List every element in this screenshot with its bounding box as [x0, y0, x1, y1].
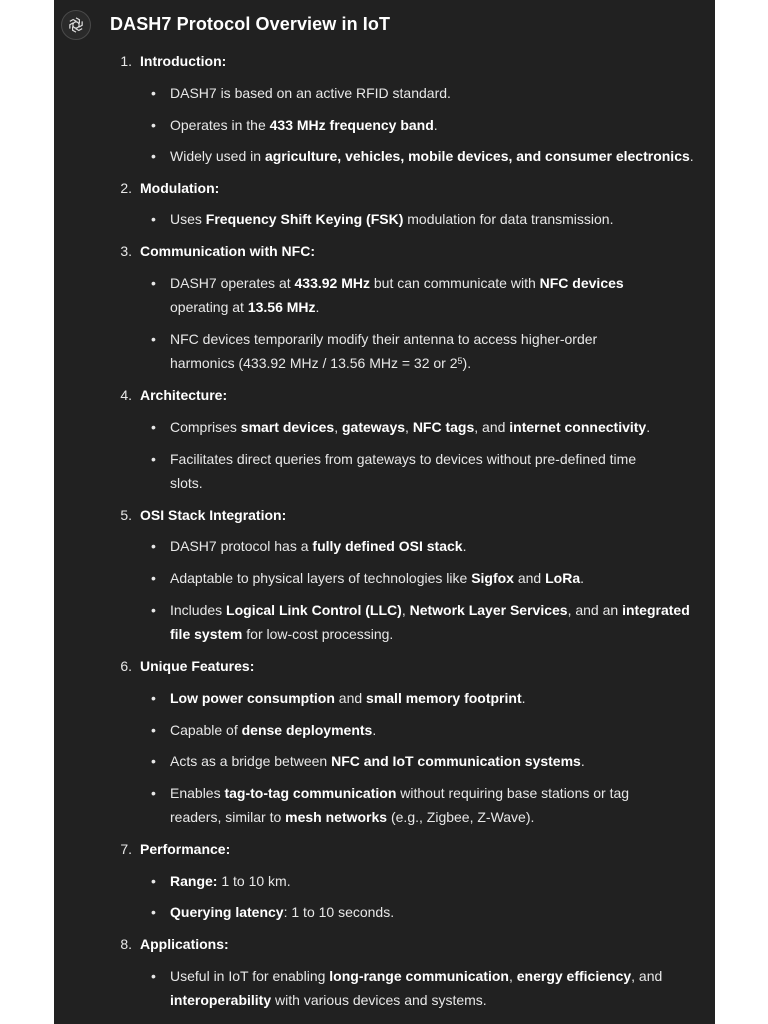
- text-run: .: [580, 753, 585, 769]
- bold-text: file system: [170, 626, 243, 642]
- text-run: .: [462, 538, 467, 554]
- text-run: Acts as a bridge between: [170, 753, 332, 769]
- bold-text: mesh networks: [285, 809, 388, 825]
- text-run: for low-cost processing.: [242, 626, 394, 642]
- section-title: Communication with NFC:: [140, 243, 315, 259]
- bold-text: internet connectivity: [509, 419, 647, 435]
- bullet-item: [170, 686, 526, 710]
- text-run: 1 to 10 km.: [217, 873, 291, 889]
- bullet-marker: •: [151, 722, 156, 738]
- bullet-marker: •: [151, 275, 156, 291]
- assistant-avatar: [61, 10, 91, 40]
- text-run: , and an: [567, 602, 623, 618]
- bold-text: tag-to-tag communication: [224, 785, 397, 801]
- text-run: : 1 to 10 seconds.: [283, 904, 395, 920]
- bold-text: gateways: [341, 419, 406, 435]
- bullet-marker: •: [151, 538, 156, 554]
- bold-text: smart devices: [240, 419, 335, 435]
- text-run: and: [334, 690, 367, 706]
- section-title: Performance:: [140, 841, 231, 857]
- text-run: modulation for data transmission.: [403, 211, 614, 227]
- text-run: Useful in IoT for enabling: [170, 968, 330, 984]
- bullet-marker: •: [151, 570, 156, 586]
- text-run: operating at: [170, 299, 248, 315]
- text-run: .: [689, 148, 694, 164]
- bullet-item: [170, 900, 394, 924]
- bullet-item: [170, 566, 584, 590]
- text-run: ,: [401, 602, 410, 618]
- bullet-item: [170, 271, 624, 319]
- chat-message-panel: [54, 0, 715, 1024]
- bold-text: small memory footprint: [366, 690, 522, 706]
- text-run: ).: [462, 355, 472, 371]
- bullet-item: [170, 749, 585, 773]
- openai-logo-icon: [67, 16, 85, 34]
- text-run: Comprises: [170, 419, 241, 435]
- bold-text: LoRa: [545, 570, 581, 586]
- section-number: 5.: [120, 507, 132, 523]
- text-run: Adaptable to physical layers of technologies like: [170, 570, 472, 586]
- bullet-item: [170, 207, 613, 231]
- bullet-marker: •: [151, 968, 156, 984]
- text-run: ,: [334, 419, 342, 435]
- section-title: OSI Stack Integration:: [140, 507, 287, 523]
- text-run: .: [646, 419, 651, 435]
- bullet-item: [170, 327, 597, 375]
- text-run: DASH7 operates at: [170, 275, 295, 291]
- section-title: Architecture:: [140, 387, 228, 403]
- bullet-marker: •: [151, 690, 156, 706]
- section-number: 7.: [120, 841, 132, 857]
- bold-text: agriculture, vehicles, mobile devices, and consumer electronics: [264, 148, 690, 164]
- bold-text: Logical Link Control (LLC): [226, 602, 402, 618]
- text-run: ,: [508, 968, 517, 984]
- text-run: Operates in the: [170, 117, 270, 133]
- bullet-marker: •: [151, 753, 156, 769]
- text-run: .: [433, 117, 438, 133]
- section-number: 4.: [120, 387, 132, 403]
- text-run: ,: [405, 419, 413, 435]
- text-run: Uses: [170, 211, 206, 227]
- bold-text: Network Layer Services: [409, 602, 568, 618]
- bullet-marker: •: [151, 785, 156, 801]
- text-run: 5: [457, 356, 463, 366]
- bullet-item: [170, 964, 662, 1012]
- text-run: NFC devices temporarily modify their antenna to access higher-order: [170, 331, 598, 347]
- section-title: Applications:: [140, 936, 229, 952]
- bullet-marker: •: [151, 85, 156, 101]
- text-run: , and: [474, 419, 510, 435]
- bold-text: integrated: [622, 602, 690, 618]
- bold-text: 13.56 MHz: [247, 299, 316, 315]
- bullet-marker: •: [151, 602, 156, 618]
- text-run: harmonics (433.92 MHz / 13.56 MHz = 32 or 2: [170, 355, 458, 371]
- bold-text: fully defined OSI stack: [312, 538, 463, 554]
- bullet-marker: •: [151, 211, 156, 227]
- text-run: Facilitates direct queries from gateways to devices without pre-defined time: [170, 451, 637, 467]
- text-run: .: [580, 570, 584, 586]
- text-run: .: [521, 690, 526, 706]
- bold-text: 433.92 MHz: [294, 275, 370, 291]
- bullet-item: [170, 447, 636, 495]
- bold-text: interoperability: [170, 992, 272, 1008]
- text-run: readers, similar to: [170, 809, 286, 825]
- bullet-item: [170, 144, 694, 168]
- bullet-item: [170, 781, 629, 829]
- bold-text: dense deployments: [241, 722, 373, 738]
- text-run: , and: [631, 968, 663, 984]
- bold-text: NFC devices: [539, 275, 624, 291]
- response-title: DASH7 Protocol Overview in IoT: [110, 14, 391, 34]
- text-run: Enables: [170, 785, 225, 801]
- bold-text: 433 MHz frequency band: [269, 117, 434, 133]
- text-run: but can communicate with: [370, 275, 540, 291]
- bullet-item: [170, 534, 466, 558]
- bullet-item: [170, 598, 690, 646]
- bold-text: Querying latency: [170, 904, 284, 920]
- section-title: Unique Features:: [140, 658, 255, 674]
- section-number: 8.: [120, 936, 132, 952]
- section-number: 1.: [120, 53, 132, 69]
- text-run: .: [372, 722, 377, 738]
- bullet-marker: •: [151, 451, 156, 467]
- bold-text: long-range communication: [329, 968, 509, 984]
- bullet-item: [170, 113, 438, 137]
- bullet-item: [170, 81, 451, 105]
- text-run: DASH7 protocol has a: [170, 538, 313, 554]
- bullet-item: [170, 415, 650, 439]
- bullet-item: [170, 869, 291, 893]
- bullet-marker: •: [151, 873, 156, 889]
- section-number: 3.: [120, 243, 132, 259]
- text-run: DASH7 is based on an active RFID standard.: [170, 85, 451, 101]
- bullet-marker: •: [151, 904, 156, 920]
- section-number: 2.: [120, 180, 132, 196]
- bold-text: Low power consumption: [170, 690, 335, 706]
- section-number: 6.: [120, 658, 132, 674]
- text-run: Widely used in: [170, 148, 265, 164]
- bold-text: NFC tags: [412, 419, 475, 435]
- text-run: .: [315, 299, 320, 315]
- bullet-marker: •: [151, 117, 156, 133]
- bold-text: Sigfox: [471, 570, 514, 586]
- bullet-marker: •: [151, 148, 156, 164]
- text-run: slots.: [170, 475, 203, 491]
- section-title: Introduction:: [140, 53, 227, 69]
- bullet-marker: •: [151, 419, 156, 435]
- bold-text: NFC and IoT communication systems: [331, 753, 581, 769]
- bold-text: Frequency Shift Keying (FSK): [205, 211, 404, 227]
- text-run: (e.g., Zigbee, Z-Wave).: [387, 809, 535, 825]
- text-run: with various devices and systems.: [271, 992, 487, 1008]
- text-run: Capable of: [170, 722, 242, 738]
- section-title: Modulation:: [140, 180, 220, 196]
- bullet-item: [170, 718, 376, 742]
- text-run: and: [513, 570, 546, 586]
- bullet-marker: •: [151, 331, 156, 347]
- bold-text: energy efficiency: [516, 968, 632, 984]
- text-run: Includes: [170, 602, 227, 618]
- text-run: without requiring base stations or tag: [396, 785, 630, 801]
- bold-text: Range:: [170, 873, 218, 889]
